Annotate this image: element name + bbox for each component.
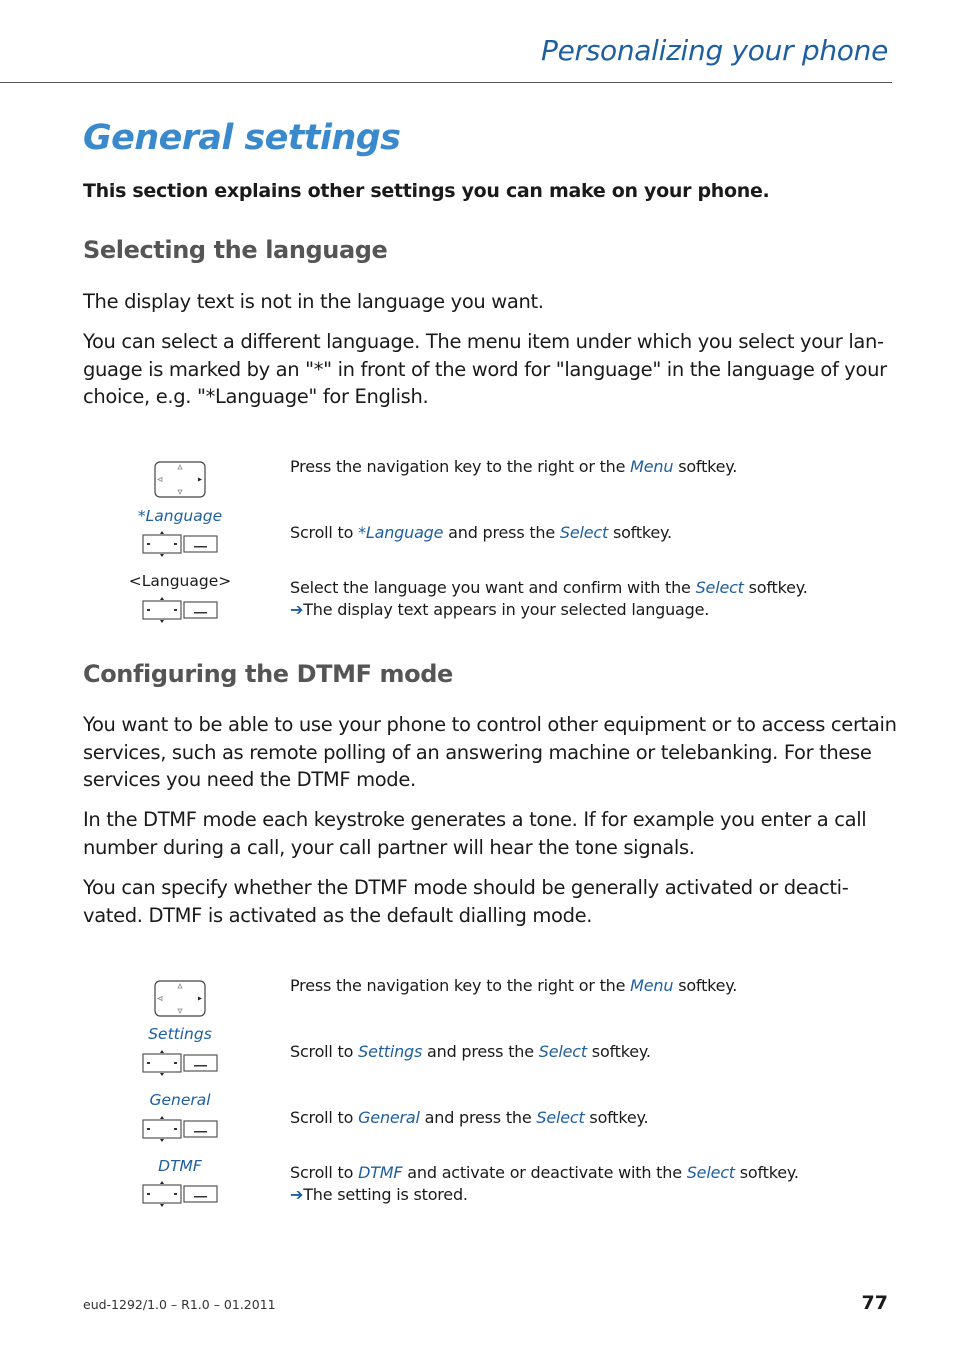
dtmf-para-3-line: You can specify whether the DTMF mode should be generally activated or deacti- [83, 876, 849, 899]
step-text: softkey. [608, 523, 672, 542]
settings-menu-item-label: Settings [148, 1025, 212, 1043]
step-text: and press the [419, 1108, 537, 1127]
navigation-key-icon [154, 461, 206, 498]
step-text: Scroll to [290, 523, 359, 542]
select-term: Select [538, 1042, 587, 1061]
menu-term: DTMF [358, 1163, 403, 1182]
select-term: Select [536, 1108, 585, 1127]
step-text: softkey. [584, 1108, 649, 1127]
navigation-key-icon [154, 980, 206, 1017]
document-code: eud-1292/1.0 – R1.0 – 01.2011 [83, 1297, 276, 1312]
step-text: Scroll to [290, 1042, 359, 1061]
dtmf-para-1-line: You want to be able to use your phone to control other equipment or to access certain [83, 713, 897, 736]
scroll-softkey-icon [142, 1115, 218, 1143]
step-result: The display text appears in your selected language. [303, 600, 710, 619]
step-text: Press the navigation key to the right or the [290, 457, 631, 476]
scroll-softkey-icon [142, 596, 218, 624]
language-para-2 [83, 328, 893, 411]
page-title: General settings [83, 118, 401, 158]
step-text: and activate or deactivate with the [402, 1163, 687, 1182]
select-term: Select [559, 523, 609, 542]
dtmf-menu-item-label: DTMF [158, 1157, 202, 1175]
step-text: Select the language you want and confirm with the [290, 578, 696, 597]
dtmf-para-1 [83, 711, 897, 794]
dtmf-para-2-line: number during a call, your call partner will hear the tone signals. [83, 835, 695, 859]
page-number: 77 [861, 1292, 888, 1314]
dtmf-step-1 [290, 975, 737, 997]
scroll-softkey-icon [142, 1049, 218, 1077]
dtmf-para-3 [83, 874, 893, 929]
step-text: softkey. [734, 1163, 799, 1182]
step-text: and press the [443, 523, 560, 542]
step-text: Press the navigation key to the right or the [290, 976, 631, 995]
language-para-2-line: choice, e.g. "*Language" for English. [83, 385, 429, 408]
language-para-1 [83, 288, 893, 316]
step-text: and press the [422, 1042, 539, 1061]
menu-term: Menu [630, 457, 674, 476]
menu-term: General [358, 1108, 420, 1127]
language-menu-item-label: *Language [137, 507, 223, 525]
menu-term: Settings [358, 1042, 423, 1061]
dtmf-step-2 [290, 1041, 651, 1063]
running-head: Personalizing your phone [541, 34, 888, 67]
step-text: softkey. [743, 578, 808, 597]
select-term: Select [686, 1163, 735, 1182]
dtmf-para-2-line: In the DTMF mode each keystroke generates a tone. If for example you enter a call [83, 808, 867, 831]
menu-term: *Language [358, 523, 444, 542]
step-text: softkey. [673, 976, 738, 995]
language-para-2-line: You can select a different language. The menu item under which you select your lan- [83, 330, 884, 353]
language-step-2 [290, 522, 672, 544]
select-term: Select [695, 578, 744, 597]
dtmf-para-1-line: services you need the DTMF mode. [83, 768, 416, 791]
step-text: Scroll to [290, 1163, 359, 1182]
step-text: softkey. [673, 457, 738, 476]
language-step-3 [290, 577, 808, 621]
general-menu-item-label: General [149, 1091, 211, 1109]
language-para-1-text: The display text is not in the language you want. [83, 290, 544, 313]
language-option-label: <Language> [128, 572, 232, 590]
header-divider [0, 82, 892, 83]
step-result: The setting is stored. [303, 1185, 468, 1204]
dtmf-step-3 [290, 1107, 648, 1129]
dtmf-para-1-line: services, such as remote polling of an answering machine or telebanking. For these [83, 740, 872, 764]
language-section-heading: Selecting the language [83, 236, 388, 264]
language-para-2-line: guage is marked by an "*" in front of the word for "language" in the language of your [83, 357, 887, 381]
result-arrow-icon: ➔ [290, 600, 304, 619]
scroll-softkey-icon [142, 530, 218, 558]
menu-term: Menu [630, 976, 674, 995]
step-text: Scroll to [290, 1108, 359, 1127]
dtmf-para-3-line: vated. DTMF is activated as the default dialling mode. [83, 903, 593, 927]
dtmf-section-heading: Configuring the DTMF mode [83, 660, 453, 688]
result-arrow-icon: ➔ [290, 1185, 304, 1204]
step-text: softkey. [586, 1042, 651, 1061]
scroll-softkey-icon [142, 1180, 218, 1208]
language-step-1 [290, 456, 737, 478]
dtmf-para-2 [83, 806, 893, 861]
page-intro: This section explains other settings you can make on your phone. [83, 180, 770, 202]
dtmf-step-4 [290, 1162, 799, 1206]
